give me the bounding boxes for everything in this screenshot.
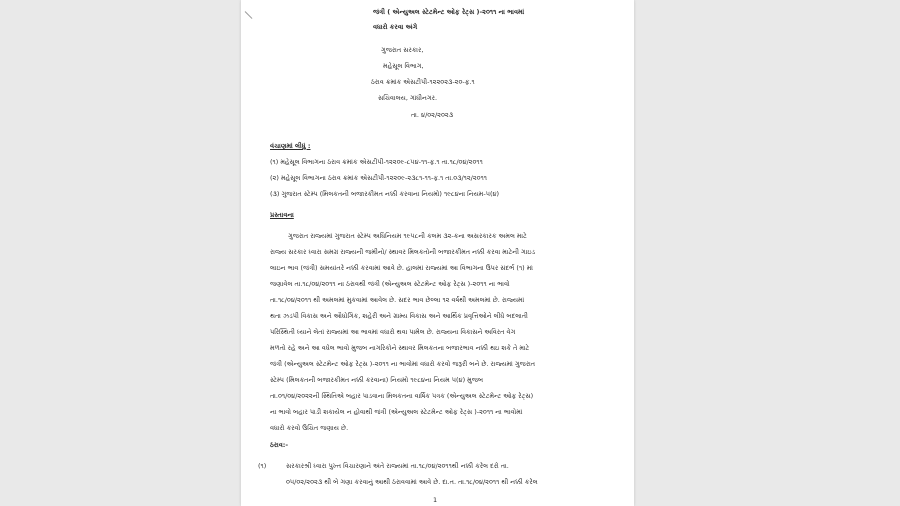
resolution-item-number: (૧) — [258, 462, 267, 470]
resolution-heading: ઠરાવ:- — [270, 441, 289, 449]
preamble-line: જણાવેલ તા.૧૮/૦૪/૨૦૧૧ ના ઠરાવથી જંત્રી (એન્યુઅલ સ્ટેટમેન્ટ ઓફ રેટ્સ )-૨૦૧૧ ના ભાવો — [270, 280, 510, 288]
document-title: જંત્રી ( એન્યુઅલ સ્ટેટમેન્ટ ઓફ રેટ્સ )-૨૦૧૧ ના ભાવમાં — [373, 8, 525, 16]
preamble-line: પરિસ્થિતી ધ્યાને લેતાં રાજ્યમાં આ ભાવમાં વધારો થવા પામેલ છે. રાજ્યના વિકાસને અવિરત વેગ — [270, 328, 516, 336]
document-page — [241, 0, 634, 506]
government-name: ગુજરાત સરકાર, — [381, 46, 424, 54]
document-subtitle: વધારો કરવા અંગે — [373, 23, 418, 31]
reference-item: (૨) મહેસૂલ વિભાગના ઠરાવ ક્રમાંક એસટીપી-૧૨૨૦૯-૨૩૮૧-૧૧-ફ.૧ તા.૦૩/૧૨/૨૦૧૧ — [270, 174, 487, 182]
preamble-line: ગુજરાત રાજ્યમાં ગુજરાત સ્ટેમ્પ અધિનિયમ ૧૯૫૮ની કલમ ૩૨-કના અસરકારક અમલ માટે — [288, 232, 527, 240]
references-heading: વંચાણમાં લીધું : — [270, 142, 311, 150]
preamble-line: મળતો રહે અને આ વધેલ ભાવો મુજબ નાગરિકોને સ્થાવર મિલકતના બજારભાવ નક્કી થઇ શકે તે માટે — [270, 344, 530, 352]
date: તા. ૪/૦૨/૨૦૨૩ — [411, 111, 454, 119]
preamble-heading: પ્રસ્તાવના — [270, 211, 294, 219]
resolution-line: ૦૫/૦૨/૨૦૨૩ થી બે ગણા કરવાનું આથી ઠરાવવામાં આવે છે. દા.ત. તા.૧૮/૦૪/૨૦૧૧ થી નક્કી કરેલ — [286, 478, 538, 486]
preamble-line: ના ભાવો બહાર પાડી શકાયેલ ન હોવાથી જંત્રી (એન્યુઅલ સ્ટેટમેન્ટ ઓફ રેટ્સ )-૨૦૧૧ ના ભાવોમાં — [270, 408, 523, 416]
reference-item: (૩) ગુજરાત સ્ટેમ્પ (મિલકતની બજારકીમત નક્કી કરવાના નિયમો) ૧૯૮૪ના નિયમ-૫(૪) — [270, 190, 500, 198]
preamble-line: વધારો કરવો ઉચિત જણાય છે. — [270, 424, 349, 432]
resolution-line: સરકારશ્રી ધ્વારા પુખ્ત વિચારણાને અંતે રાજ્યમાં તા.૧૮/૦૪/૨૦૧૧થી નક્કી કરેલ દરો તા. — [286, 462, 509, 470]
preamble-line: જંત્રી (એન્યુઅલ સ્ટેટમેન્ટ ઓફ રેટ્સ )-૨૦૧૧ ના ભાવોમાં વધારો કરવો જરૂરી બને છે. રાજ્યમાં ગુજરાત — [270, 360, 536, 368]
resolution-number: ઠરાવ ક્રમાંક એસટીપી-૧૨૨૦૨૩-૨૦-ફ.૧ — [371, 78, 475, 86]
preamble-line: રાજ્ય સરકાર ધ્વારા સમગ્ર રાજ્યની જમીનો/ સ્થાવર મિલકતોની બજારકીમત નક્કી કરવા માટેની ગાઇડ — [270, 248, 536, 256]
page-number: 1 — [433, 496, 438, 504]
preamble-line: થતા ઝડપી વિકાસ અને ઔધોગિક, શહેરી અને ગ્રામ્ય વિકાસ અને આર્થિક પ્રવૃત્તિઓને લીધે બદલાતી — [270, 312, 528, 320]
reference-item: (૧) મહેસૂલ વિભાગના ઠરાવ ક્રમાંક એસટીપી-૧૨૨૦૯-૮૫૪-૧૧-ફ.૧ તા.૧૮/૦૪/૨૦૧૧ — [270, 158, 483, 166]
scan-mark — [245, 11, 253, 19]
preamble-line: લાઇન ભાવ (જંત્રી) સમયાંતરે નક્કી કરવામાં આવે છે. હાલમાં રાજ્યમાં આ વિભાગના ઉપર સંદર્ભ (૧) માં — [270, 264, 533, 272]
department-name: મહેસૂલ વિભાગ, — [383, 62, 424, 70]
place: સચિવાલય, ગાંધીનગર. — [378, 94, 438, 102]
preamble-line: તા.૧૮/૦૪/૨૦૧૧ થી અમલમાં મુકવામાં આવેલ છે. સદર ભાવ છેલ્લા ૧૨ વર્ષથી અમલમાં છે. રાજ્યમાં — [270, 296, 525, 304]
preamble-line: તા.૦૧/૦૪/૨૦૨૨ની સ્થિતિએ બહાર પાડવાના મિલકતના વાર્ષિક પત્રક (એન્યુઅલ સ્ટેટમેન્ટ ઓફ રેટ્સ) — [270, 392, 534, 400]
preamble-line: સ્ટેમ્પ (મિલકતની બજારકીમત નક્કી કરવાના) નિયમો ૧૯૮૪ના નિયમ ૫(૪) મુજબ — [270, 376, 484, 384]
